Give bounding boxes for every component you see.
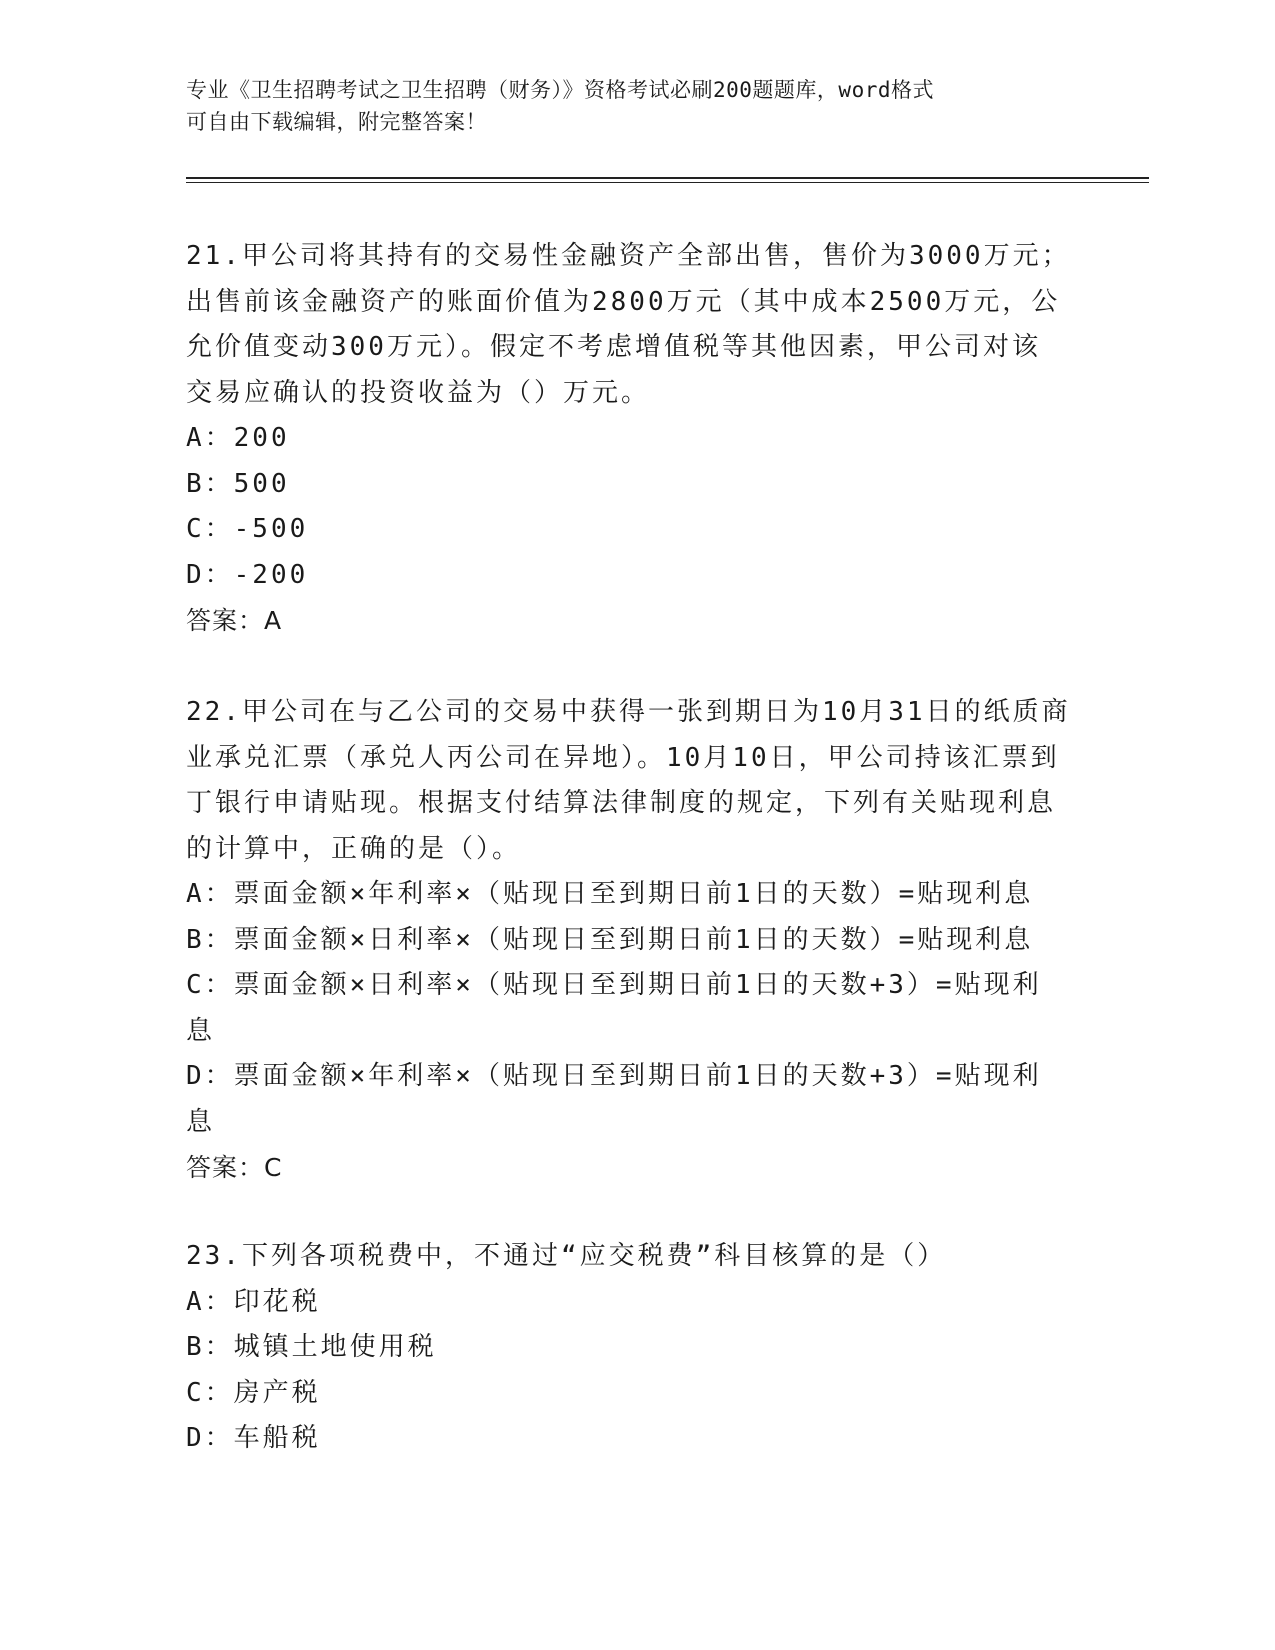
question-stem-line: 交易应确认的投资收益为（）万元。 [186,377,651,408]
option-b: B：城镇土地使用税 [186,1332,437,1362]
option-a: A：印花税 [186,1286,321,1317]
option-c: C：房产税 [186,1377,321,1408]
question-stem-line: 丁银行申请贴现。根据支付结算法律制度的规定，下列有关贴现利息 [186,788,1057,818]
option-b: B：票面金额×日利率×（贴现日至到期日前1日的天数）=贴现利息 [186,924,1034,955]
question-23 [186,1234,1076,1462]
question-21 [186,234,1076,644]
question-stem-line: 23.下列各项税费中，不通过“应交税费”科目核算的是（） [186,1241,947,1271]
question-stem-line: 允价值变动300万元）。假定不考虑增值税等其他因素，甲公司对该 [186,332,1041,362]
question-stem-line: 21.甲公司将其持有的交易性金融资产全部出售，售价为3000万元； [186,241,1071,271]
option-d: D：车船税 [186,1423,321,1453]
option-a: A：200 [186,423,290,453]
question-stem-line: 的计算中，正确的是（）。 [186,833,522,864]
question-stem-line: 22.甲公司在与乙公司的交易中获得一张到期日为10月31日的纸质商 [186,697,1071,727]
option-c: C：-500 [186,514,309,544]
question-stem-line: 出售前该金融资产的账面价值为2800万元（其中成本2500万元，公 [186,286,1061,317]
option-c: C：票面金额×日利率×（贴现日至到期日前1日的天数+3）=贴现利 [186,970,1042,1000]
answer-text: 答案：A [186,606,283,635]
option-d: D：票面金额×年利率×（贴现日至到期日前1日的天数+3）=贴现利 [186,1061,1042,1091]
question-22 [186,690,1076,1191]
header-line-1: 专业《卫生招聘考试之卫生招聘（财务）》资格考试必刷200题题库，word格式 [186,78,934,102]
option-d: D：-200 [186,559,309,590]
header-divider-thick [186,177,1149,179]
option-c-continued: 息 [186,1015,216,1046]
option-a: A：票面金额×年利率×（贴现日至到期日前1日的天数）=贴现利息 [186,879,1034,909]
document-header [186,74,1066,138]
answer-text: 答案：C [186,1153,283,1182]
header-divider-thin [186,182,1149,183]
header-line-2: 可自由下载编辑，附完整答案！ [186,110,487,134]
question-stem-line: 业承兑汇票（承兑人丙公司在异地）。10月10日，甲公司持该汇票到 [186,742,1060,773]
option-b: B：500 [186,468,290,499]
option-d-continued: 息 [186,1106,216,1137]
